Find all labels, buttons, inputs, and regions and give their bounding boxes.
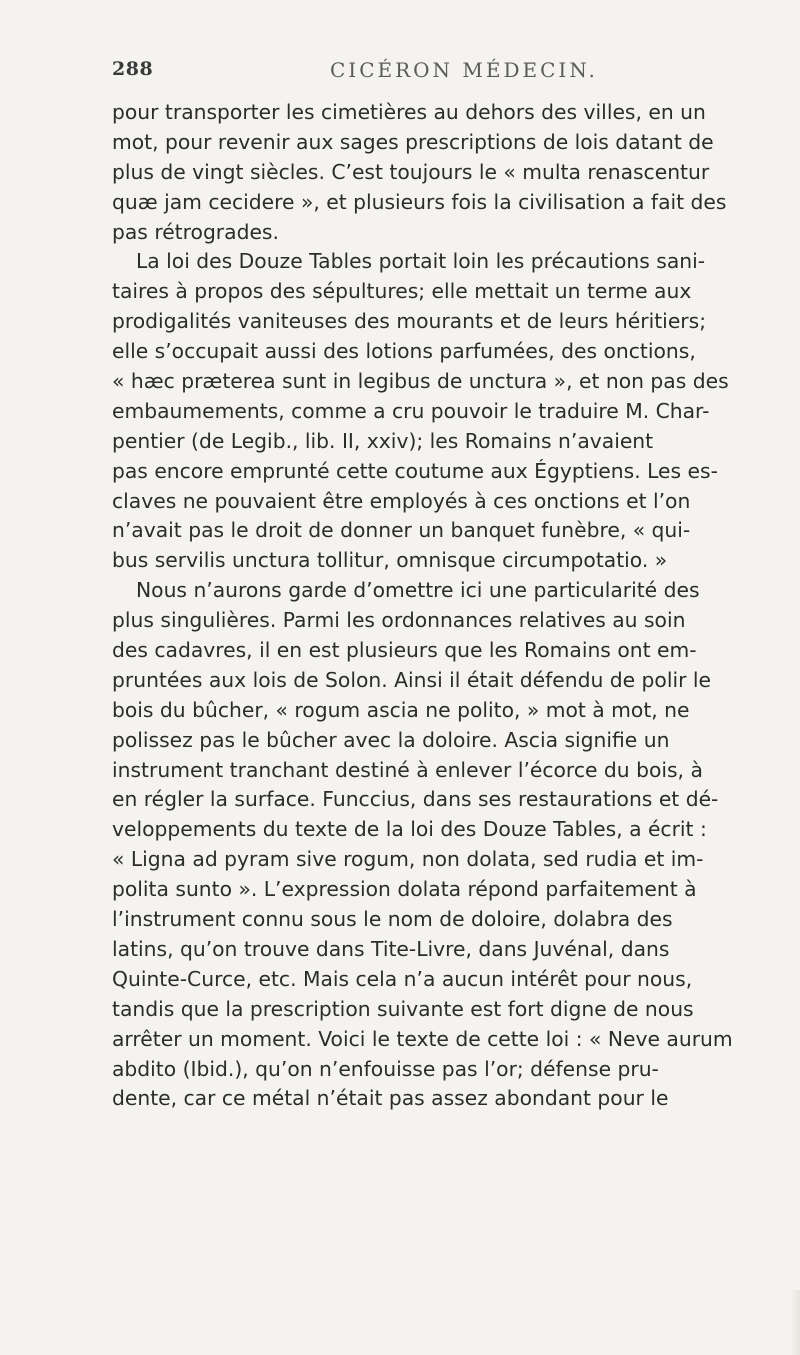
text-line: abdito (Ibid.), qu’on n’enfouisse pas l’or; défense pru-	[112, 1056, 659, 1081]
text-line: polita sunto ». L’expression dolata répond parfaitement à	[112, 877, 697, 902]
text-line: Nous n’aurons garde d’omettre ici une particularité des	[136, 578, 700, 603]
text-line: elle s’occupait aussi des lotions parfumées, des onctions,	[112, 339, 696, 364]
page-number: 288	[112, 58, 154, 80]
text-line: embaumements, comme a cru pouvoir le traduire M. Char-	[112, 398, 710, 423]
text-line: mot, pour revenir aux sages prescriptions de lois datant de	[112, 129, 714, 154]
text-line: Quinte-Curce, etc. Mais cela n’a aucun intérêt pour nous,	[112, 966, 693, 991]
text-line: quæ jam cecidere », et plusieurs fois la civilisation a fait des	[112, 189, 727, 214]
text-line: « hæc præterea sunt in legibus de unctura », et non pas des	[112, 369, 729, 394]
text-line: claves ne pouvaient être employés à ces onctions et l’on	[112, 488, 691, 513]
text-line: l’instrument connu sous le nom de doloire, dolabra des	[112, 907, 673, 932]
text-line: pour transporter les cimetières au dehors des villes, en un	[112, 100, 706, 124]
text-line: plus de vingt siècles. C’est toujours le « multa renascentur	[112, 159, 710, 184]
text-line: pentier (de Legib., lib. II, xxiv); les Romains n’avaient	[112, 428, 654, 453]
text-line: « Ligna ad pyram sive rogum, non dolata, sed rudia et im-	[112, 847, 704, 872]
text-line: latins, qu’on trouve dans Tite-Livre, dans Juvénal, dans	[112, 936, 670, 961]
text-line: taires à propos des sépultures; elle mettait un terme aux	[112, 279, 692, 304]
text-line: n’avait pas le droit de donner un banquet funèbre, « qui-	[112, 518, 691, 543]
text-line: pas encore emprunté cette coutume aux Égyptiens. Les es-	[112, 458, 718, 483]
running-head: CICÉRON MÉDECIN.	[330, 58, 598, 82]
body-text	[112, 98, 794, 1114]
paragraph-2	[112, 247, 794, 576]
text-line: en régler la surface. Funccius, dans ses restaurations et dé-	[112, 787, 719, 812]
text-line: instrument tranchant destiné à enlever l’écorce du bois, à	[112, 757, 703, 782]
paragraph-3	[112, 576, 794, 1114]
text-line: La loi des Douze Tables portait loin les précautions sani-	[136, 249, 706, 274]
paragraph-1	[112, 98, 794, 247]
text-line: des cadavres, il en est plusieurs que les Romains ont em-	[112, 638, 697, 663]
text-line: arrêter un moment. Voici le texte de cette loi : « Neve aurum	[112, 1026, 733, 1051]
page-header	[112, 58, 792, 88]
text-line: bus servilis unctura tollitur, omnisque circumpotatio. »	[112, 548, 668, 573]
text-line: plus singulières. Parmi les ordonnances relatives au soin	[112, 608, 686, 633]
page-edge-shadow	[790, 1290, 800, 1355]
text-line: prodigalités vaniteuses des mourants et de leurs héritiers;	[112, 309, 707, 334]
text-line: tandis que la prescription suivante est fort digne de nous	[112, 996, 694, 1021]
text-line: bois du bûcher, « rogum ascia ne polito, » mot à mot, ne	[112, 697, 690, 722]
text-line: pruntées aux lois de Solon. Ainsi il était défendu de polir le	[112, 667, 711, 692]
text-line: dente, car ce métal n’était pas assez abondant pour le	[112, 1086, 669, 1111]
text-line: polissez pas le bûcher avec la doloire. Ascia signifie un	[112, 727, 670, 752]
text-line: pas rétrogrades.	[112, 219, 279, 244]
text-line: veloppements du texte de la loi des Douze Tables, a écrit :	[112, 817, 707, 842]
